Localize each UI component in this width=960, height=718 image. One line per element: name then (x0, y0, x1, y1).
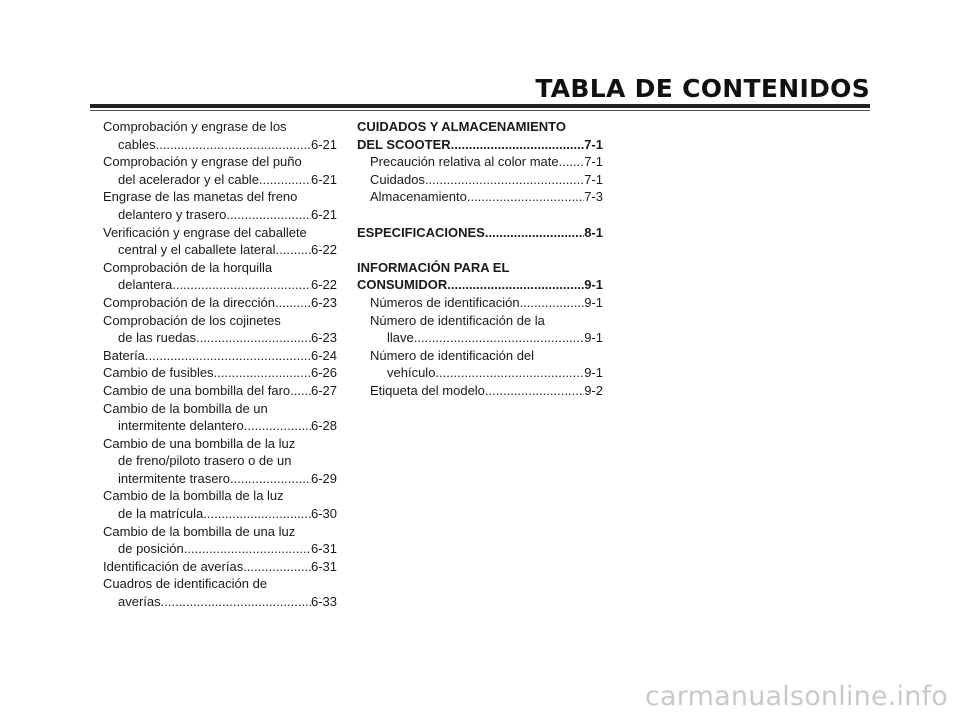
title-rule-thin (90, 110, 870, 111)
toc-entry-label: central y el caballete lateral (118, 242, 276, 258)
toc-page-number: 6-28 (310, 418, 337, 434)
toc-leader-dots (414, 329, 584, 347)
toc-spacer (357, 241, 603, 259)
toc-spacer (357, 206, 603, 224)
toc-entry-text (103, 224, 337, 242)
toc-entry-label: Números de identificación (370, 294, 520, 310)
toc-leader-dots (156, 136, 311, 154)
toc-leader-dots (485, 224, 584, 242)
toc-page-number: 9-1 (584, 365, 603, 381)
toc-entry-label: Almacenamiento (370, 189, 467, 205)
toc-entry-label: Cuidados (370, 171, 425, 187)
toc-entry-label: Comprobación de la horquilla (103, 259, 273, 275)
toc-entry[interactable] (357, 329, 603, 347)
toc-entry[interactable] (103, 136, 337, 154)
toc-leader-dots (259, 171, 311, 189)
toc-entry[interactable] (103, 241, 337, 259)
toc-page-number: 7-3 (584, 189, 603, 205)
toc-page-number: 9-1 (584, 294, 603, 310)
toc-entry-text (103, 435, 337, 453)
toc-entry-label: averías (118, 594, 161, 610)
toc-entry[interactable] (103, 329, 337, 347)
toc-entry-text (103, 312, 337, 330)
toc-entry-label: Cambio de la bombilla de un (103, 400, 268, 416)
toc-page-number: 6-23 (310, 294, 337, 310)
toc-entry[interactable] (103, 417, 337, 435)
toc-leader-dots (203, 505, 311, 523)
toc-entry-label: CONSUMIDOR (357, 277, 448, 293)
toc-leader-dots (184, 540, 311, 558)
toc-entry-label: Comprobación de los cojinetes (103, 312, 281, 328)
toc-entry-label: del acelerador y el cable (118, 171, 259, 187)
toc-entry-text (357, 118, 603, 136)
toc-page-number: 6-22 (310, 277, 337, 293)
toc-entry-text (103, 259, 337, 277)
toc-entry-text (103, 118, 337, 136)
toc-leader-dots (520, 294, 585, 312)
toc-entry[interactable] (103, 294, 337, 312)
toc-entry-label: Cambio de fusibles (103, 365, 214, 381)
toc-entry-label: CUIDADOS Y ALMACENAMIENTO (357, 119, 566, 134)
toc-left-column (103, 118, 337, 611)
toc-entry-label: delantera (118, 277, 173, 293)
toc-page-number: 7-1 (584, 136, 603, 152)
toc-entry[interactable] (103, 347, 337, 365)
toc-page-number: 6-29 (310, 470, 337, 486)
toc-leader-dots (425, 171, 584, 189)
toc-entry-label: Identificación de averías (103, 558, 244, 574)
toc-page-number: 7-1 (584, 154, 603, 170)
toc-entry[interactable] (357, 171, 603, 189)
toc-page-number: 6-31 (310, 558, 337, 574)
toc-entry[interactable] (103, 276, 337, 294)
toc-entry-text (103, 188, 337, 206)
toc-entry-label: Comprobación y engrase del puño (103, 154, 302, 170)
toc-entry-label: Cuadros de identificación de (103, 576, 268, 592)
toc-entry[interactable] (357, 294, 603, 312)
toc-leader-dots (467, 188, 584, 206)
toc-entry[interactable] (357, 276, 603, 294)
toc-entry-label: llave (387, 330, 414, 346)
toc-entry[interactable] (103, 505, 337, 523)
toc-entry[interactable] (103, 540, 337, 558)
toc-entry-label: Cambio de la bombilla de la luz (103, 488, 284, 504)
toc-leader-dots (485, 382, 584, 400)
toc-entry-text (357, 347, 603, 365)
toc-entry-label: de freno/piloto trasero o de un (118, 453, 292, 469)
toc-leader-dots (275, 294, 311, 312)
toc-entry-label: Cambio de una bombilla del faro (103, 382, 291, 398)
toc-entry-text (103, 153, 337, 171)
toc-page-number: 6-21 (310, 171, 337, 187)
toc-leader-dots (276, 241, 311, 259)
toc-page-number: 9-1 (584, 330, 603, 346)
toc-entry-label: Engrase de las manetas del freno (103, 189, 298, 205)
toc-leader-dots (451, 136, 585, 154)
toc-entry[interactable] (103, 382, 337, 400)
toc-entry-label: INFORMACIÓN PARA EL (357, 259, 510, 275)
toc-entry-label: intermitente trasero (118, 470, 230, 486)
toc-page-number: 6-24 (310, 347, 337, 363)
toc-entry-label: ESPECIFICACIONES (357, 224, 485, 240)
toc-page-number: 6-22 (310, 242, 337, 258)
toc-leader-dots (435, 364, 584, 382)
toc-entry-label: Número de identificación de la (370, 312, 545, 328)
toc-leader-dots (243, 558, 311, 576)
toc-entry-label: cables (118, 136, 156, 152)
toc-entry-label: Comprobación y engrase de los (103, 119, 287, 134)
toc-entry-label: de la matrícula (118, 506, 204, 522)
toc-entry-label: Precaución relativa al color mate (370, 154, 559, 170)
toc-right-column (357, 118, 603, 400)
toc-page-number: 8-1 (584, 224, 603, 240)
toc-page-number: 6-33 (310, 594, 337, 610)
toc-entry[interactable] (103, 593, 337, 611)
toc-entry-label: de posición (118, 541, 184, 557)
toc-entry-label: vehículo (387, 365, 436, 381)
toc-page-number: 6-27 (310, 382, 337, 398)
toc-page-number: 6-23 (310, 330, 337, 346)
toc-entry-label: Etiqueta del modelo (370, 382, 485, 398)
toc-entry-text (103, 575, 337, 593)
toc-page-number: 9-1 (584, 277, 603, 293)
toc-leader-dots (447, 276, 584, 294)
toc-entry-label: Verificación y engrase del caballete (103, 224, 307, 240)
toc-entry[interactable] (357, 224, 603, 242)
watermark-text: carmanualsonline.info (645, 681, 948, 712)
toc-entry[interactable] (357, 188, 603, 206)
toc-leader-dots (145, 347, 311, 365)
toc-page-number: 7-1 (584, 171, 603, 187)
toc-entry[interactable] (103, 470, 337, 488)
toc-leader-dots (196, 329, 311, 347)
title-rule-thick (90, 104, 870, 108)
toc-entry[interactable] (357, 136, 603, 154)
toc-entry[interactable] (357, 382, 603, 400)
toc-page-number: 6-26 (310, 365, 337, 381)
toc-leader-dots (214, 364, 311, 382)
toc-entry-label: Número de identificación del (370, 347, 535, 363)
toc-entry-label: Cambio de la bombilla de una luz (103, 523, 296, 539)
toc-entry[interactable] (103, 206, 337, 224)
toc-entry-text (357, 312, 603, 330)
toc-leader-dots (244, 417, 311, 435)
toc-entry-label: Batería (103, 347, 145, 363)
toc-entry[interactable] (357, 153, 603, 171)
toc-entry-text (103, 400, 337, 418)
toc-entry[interactable] (103, 171, 337, 189)
toc-leader-dots (559, 153, 585, 171)
toc-entry-label: Comprobación de la dirección (103, 294, 275, 310)
toc-entry-label: Cambio de una bombilla de la luz (103, 435, 296, 451)
page-title: TABLA DE CONTENIDOS (535, 74, 870, 103)
toc-leader-dots (172, 276, 311, 294)
toc-page-number: 9-2 (584, 382, 603, 398)
toc-entry[interactable] (103, 558, 337, 576)
toc-page-number: 6-21 (310, 136, 337, 152)
toc-entry[interactable] (357, 364, 603, 382)
toc-entry-text (357, 259, 603, 277)
toc-entry-label: de las ruedas (118, 330, 197, 346)
toc-entry-text (103, 452, 337, 470)
toc-leader-dots (161, 593, 311, 611)
toc-entry-text (103, 487, 337, 505)
toc-entry-text (103, 523, 337, 541)
toc-entry-label: delantero y trasero (118, 206, 227, 222)
toc-leader-dots (230, 470, 311, 488)
toc-leader-dots (226, 206, 311, 224)
toc-page-number: 6-30 (310, 506, 337, 522)
toc-entry[interactable] (103, 364, 337, 382)
toc-page-number: 6-31 (310, 541, 337, 557)
toc-page-number: 6-21 (310, 206, 337, 222)
toc-entry-label: intermitente delantero (118, 418, 244, 434)
toc-leader-dots (290, 382, 311, 400)
toc-entry-label: DEL SCOOTER (357, 136, 451, 152)
